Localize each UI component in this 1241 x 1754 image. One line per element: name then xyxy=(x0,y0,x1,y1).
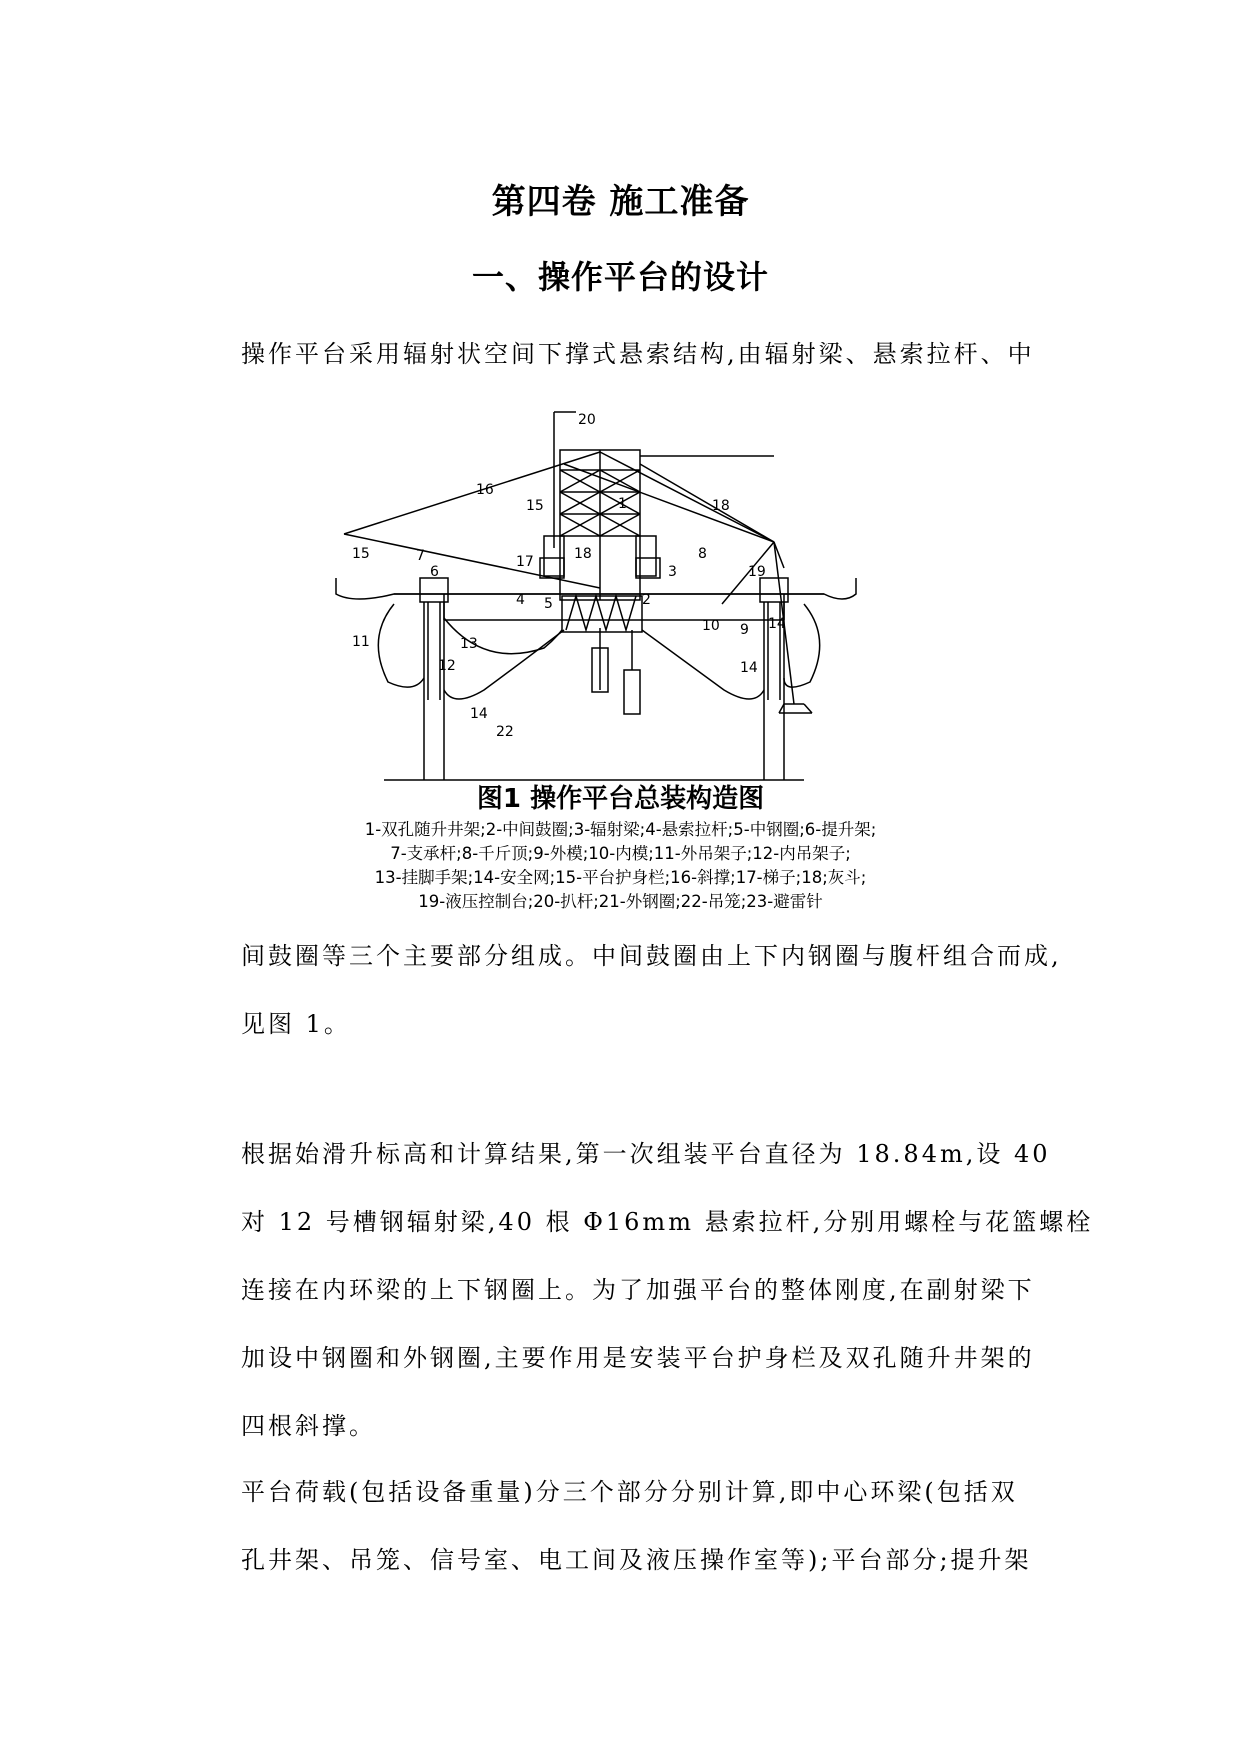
callout-label: 22 xyxy=(496,724,514,740)
paragraph-line: 间鼓圈等三个主要部分组成。中间鼓圈由上下内钢圈与腹杆组合而成, xyxy=(241,942,1062,970)
paragraph-line: 孔井架、吊笼、信号室、电工间及液压操作室等);平台部分;提升架 xyxy=(241,1546,1032,1574)
section-title: 一、操作平台的设计 xyxy=(471,258,769,296)
paragraph-line: 操作平台采用辐射状空间下撑式悬索结构,由辐射梁、悬索拉杆、中 xyxy=(241,340,1035,368)
paragraph-line: 连接在内环梁的上下钢圈上。为了加强平台的整体刚度,在副射梁下 xyxy=(241,1276,1035,1304)
callout-label: 18 xyxy=(574,546,592,562)
callout-label: 6 xyxy=(430,564,439,580)
paragraph-line: 对 12 号槽钢辐射梁,40 根 Φ16mm 悬索拉杆,分别用螺栓与花篮螺栓 xyxy=(241,1208,1094,1236)
callout-label: 12 xyxy=(438,658,456,674)
paragraph-line: 四根斜撑。 xyxy=(241,1412,376,1440)
figure-caption: 图1 操作平台总装构造图 xyxy=(476,784,765,814)
figure-legend-line: 13-挂脚手架;14-安全网;15-平台护身栏;16-斜撑;17-梯子;18;灰斗; xyxy=(374,868,867,887)
callout-label: 3 xyxy=(668,564,677,580)
callout-label: 15 xyxy=(352,546,370,562)
callout-label: 5 xyxy=(544,596,553,612)
paragraph-line: 见图 1。 xyxy=(241,1010,351,1038)
paragraph-line: 根据始滑升标高和计算结果,第一次组装平台直径为 18.84m,设 40 xyxy=(241,1140,1051,1168)
callout-label: 13 xyxy=(460,636,478,652)
figure-legend-line: 1-双孔随升井架;2-中间鼓圈;3-辐射梁;4-悬索拉杆;5-中钢圈;6-提升架; xyxy=(364,820,877,839)
callout-label: 14 xyxy=(740,660,758,676)
paragraph-line: 加设中钢圈和外钢圈,主要作用是安装平台护身栏及双孔随升井架的 xyxy=(241,1344,1035,1372)
callout-label: 1 xyxy=(618,496,627,512)
callout-label: 14 xyxy=(768,616,786,632)
callout-label: 20 xyxy=(578,412,596,428)
callout-label: 7 xyxy=(416,548,425,564)
callout-label: 19 xyxy=(748,564,766,580)
callout-label: 11 xyxy=(352,634,370,650)
callout-label: 15 xyxy=(526,498,544,514)
callout-label: 14 xyxy=(470,706,488,722)
callout-label: 17 xyxy=(516,554,534,570)
callout-label: 16 xyxy=(476,482,494,498)
callout-label: 10 xyxy=(702,618,720,634)
callout-label: 2 xyxy=(642,592,651,608)
callout-label: 18 xyxy=(712,498,730,514)
figure-platform-assembly xyxy=(352,408,864,780)
paragraph-line: 平台荷载(包括设备重量)分三个部分分别计算,即中心环梁(包括双 xyxy=(241,1478,1018,1506)
callout-label: 4 xyxy=(516,592,525,608)
callout-label: 9 xyxy=(740,622,749,638)
figure-legend-line: 19-液压控制台;20-扒杆;21-外钢圈;22-吊笼;23-避雷针 xyxy=(418,892,823,911)
document-title: 第四卷 施工准备 xyxy=(491,182,750,222)
callout-label: 8 xyxy=(698,546,707,562)
figure-legend-line: 7-支承杆;8-千斤顶;9-外模;10-内模;11-外吊架子;12-内吊架子; xyxy=(390,844,851,863)
